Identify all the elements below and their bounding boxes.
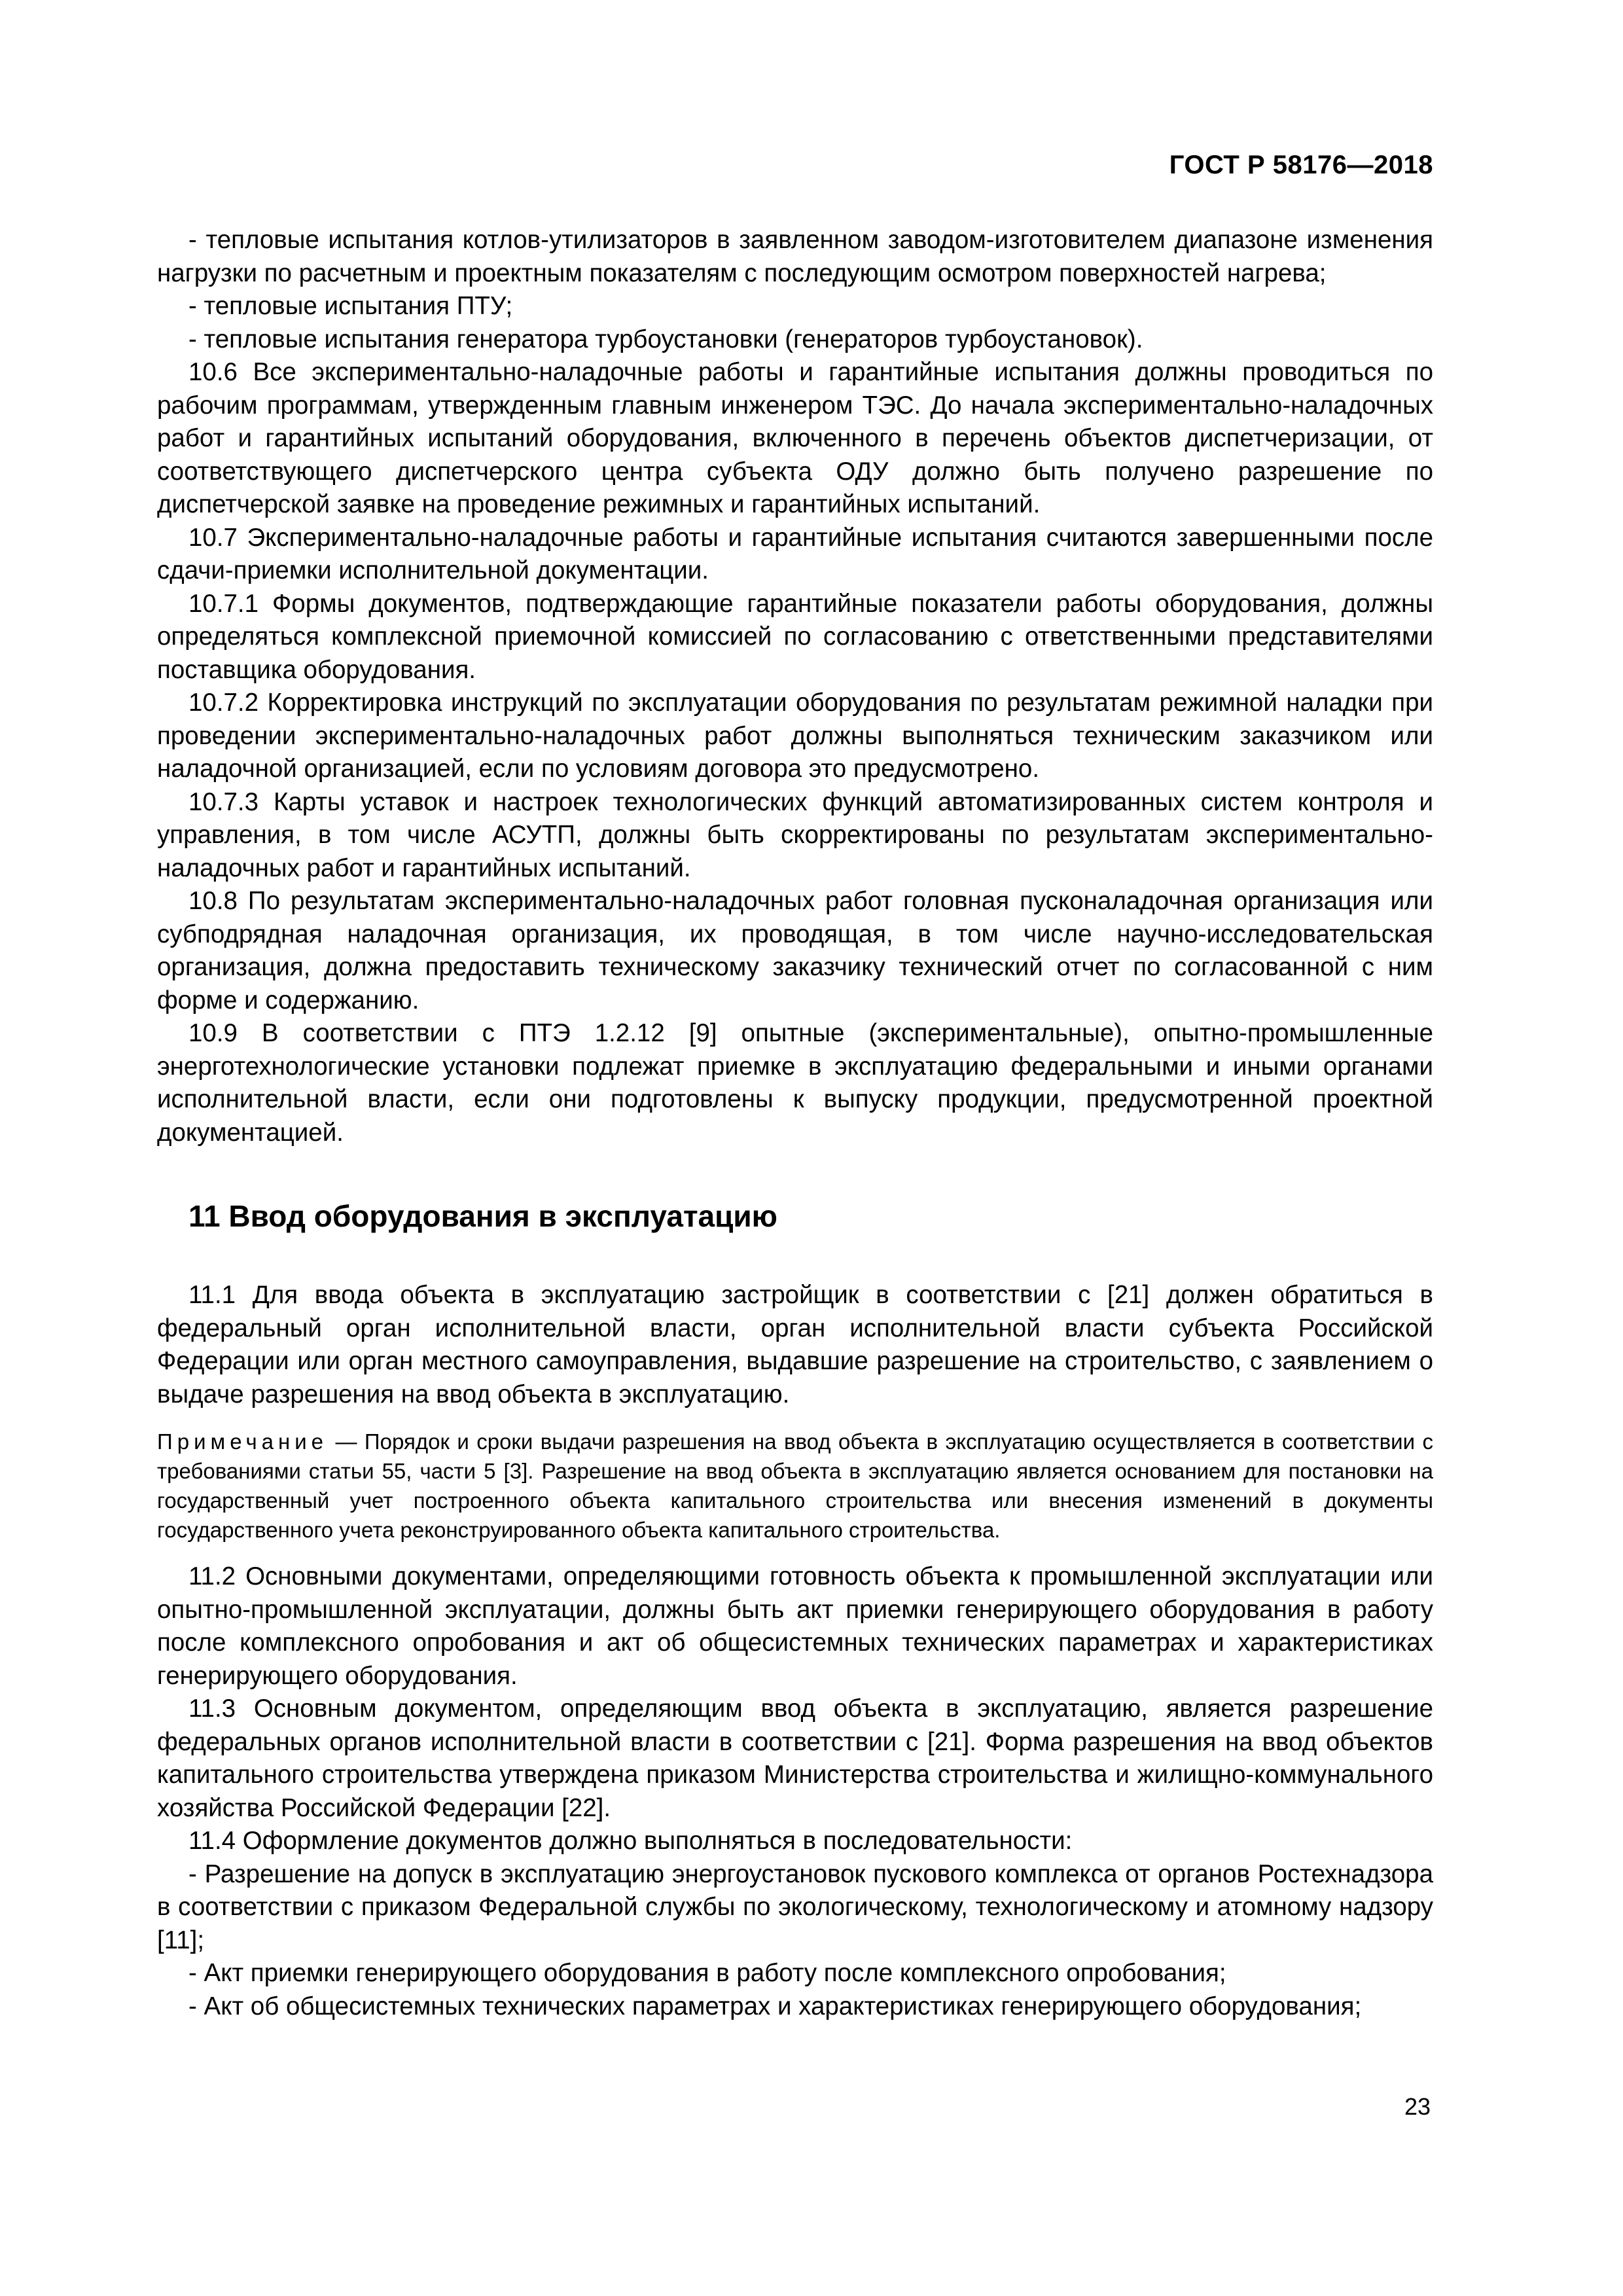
note-text: — Порядок и сроки выдачи разрешения на ввод объекта в эксплуатацию осуществляется в соответствии с требованиями статьи 55, части 5 [3]. Разрешение на ввод объекта в эксплуатацию является основанием для постановки на государственный учет построенного объекта капитального строительства или внесения изменений в документы государственного учета реконструированного объекта капитального строительства. <box>157 1429 1433 1542</box>
document-body <box>157 224 1433 2023</box>
page-number: 23 <box>1404 2093 1431 2120</box>
document-number: ГОСТ Р 58176—2018 <box>1169 151 1433 179</box>
paragraph-10-7-1: 10.7.1 Формы документов, подтверждающие гарантийные показатели работы оборудования, должны определяться комплексной приемочной комиссией по согласованию с ответственными представителями поставщика оборудования. <box>157 589 1433 684</box>
paragraph-11-3: 11.3 Основным документом, определяющим ввод объекта в эксплуатацию, является разрешение федеральных органов исполнительной власти в соответствии с [21]. Форма разрешения на ввод объектов капитального строительства утверждена приказом Министерства строительства и жилищно-коммунального хозяйства Российской Федерации [22]. <box>157 1695 1433 1822</box>
list-item-heat-tests-ptu: - тепловые испытания ПТУ; <box>188 292 513 320</box>
note-block <box>157 1427 1433 1545</box>
list-item-heat-tests-boilers: - тепловые испытания котлов-утилизаторов в заявленном заводом-изготовителем диапазоне изменения нагрузки по расчетным и проектным показателям с последующим осмотром поверхностей нагрева; <box>157 226 1433 287</box>
paragraph-10-6: 10.6 Все экспериментально-наладочные работы и гарантийные испытания должны проводиться по рабочим программам, утвержденным главным инженером ТЭС. До начала экспериментально-наладочных работ и гарантийных испытаний оборудования, включенного в перечень объектов диспетчеризации, от соответствующего диспетчерского центра субъекта ОДУ должно быть получено разрешение по диспетчерской заявке на проведение режимных и гарантийных испытаний. <box>157 358 1433 518</box>
paragraph-10-9: 10.9 В соответствии с ПТЭ 1.2.12 [9] опытные (экспериментальные), опытно-промышленные энерготехнологические установки подлежат приемке в эксплуатацию федеральными и иными органами исполнительной власти, если они подготовлены к выпуску продукции, предусмотренной проектной документацией. <box>157 1019 1433 1147</box>
list-item-acceptance-act: - Акт приемки генерирующего оборудования в работу после комплексного опробования; <box>188 1959 1226 1987</box>
section-heading: 11 Ввод оборудования в эксплуатацию <box>188 1199 777 1233</box>
paragraph-10-8: 10.8 По результатам экспериментально-наладочных работ головная пусконаладочная организация или субподрядная наладочная организация, их проводящая, в том числе научно-исследовательская организация, должна предоставить техническому заказчику технический отчет по согласованной с ним форме и содержанию. <box>157 887 1433 1014</box>
paragraph-11-2: 11.2 Основными документами, определяющими готовность объекта к промышленной эксплуатации или опытно-промышленной эксплуатации, должны быть акт приемки генерирующего оборудования в работу после комплексного опробования и акт об общесистемных технических параметрах и характеристиках генерирующего оборудования. <box>157 1562 1433 1690</box>
paragraph-10-7-2: 10.7.2 Корректировка инструкций по эксплуатации оборудования по результатам режимной наладки при проведении экспериментально-наладочных работ должны выполняться техническим заказчиком или наладочной организацией, если по условиям договора это предусмотрено. <box>157 689 1433 783</box>
paragraph-10-7-3: 10.7.3 Карты уставок и настроек технологических функций автоматизированных систем контроля и управления, в том числе АСУТП, должны быть скорректированы по результатам экспериментально-наладочных работ и гарантийных испытаний. <box>157 787 1433 882</box>
paragraph-11-1: 11.1 Для ввода объекта в эксплуатацию застройщик в соответствии с [21] должен обратиться в федеральный орган исполнительной власти, орган исполнительной власти субъекта Российской Федерации или орган местного самоуправления, выдавшие разрешение на строительство, с заявлением о выдаче разрешения на ввод объекта в эксплуатацию. <box>157 1281 1433 1408</box>
list-item-heat-tests-generator: - тепловые испытания генератора турбоустановки (генераторов турбоустановок). <box>188 325 1143 353</box>
paragraph-10-7: 10.7 Экспериментально-наладочные работы и гарантийные испытания считаются завершенными после сдачи-приемки исполнительной документации. <box>157 523 1433 584</box>
list-item-permit-rostekhnadzor: - Разрешение на допуск в эксплуатацию энергоустановок пускового комплекса от органов Ростехнадзора в соответствии с приказом Федеральной службы по экологическому, технологическому и атомному надзору [11]; <box>157 1859 1433 1954</box>
note-label: Примечание <box>157 1429 329 1454</box>
list-item-system-parameters-act: - Акт об общесистемных технических параметрах и характеристиках генерирующего оборудования; <box>188 1992 1362 2020</box>
paragraph-11-4: 11.4 Оформление документов должно выполняться в последовательности: <box>188 1827 1073 1855</box>
